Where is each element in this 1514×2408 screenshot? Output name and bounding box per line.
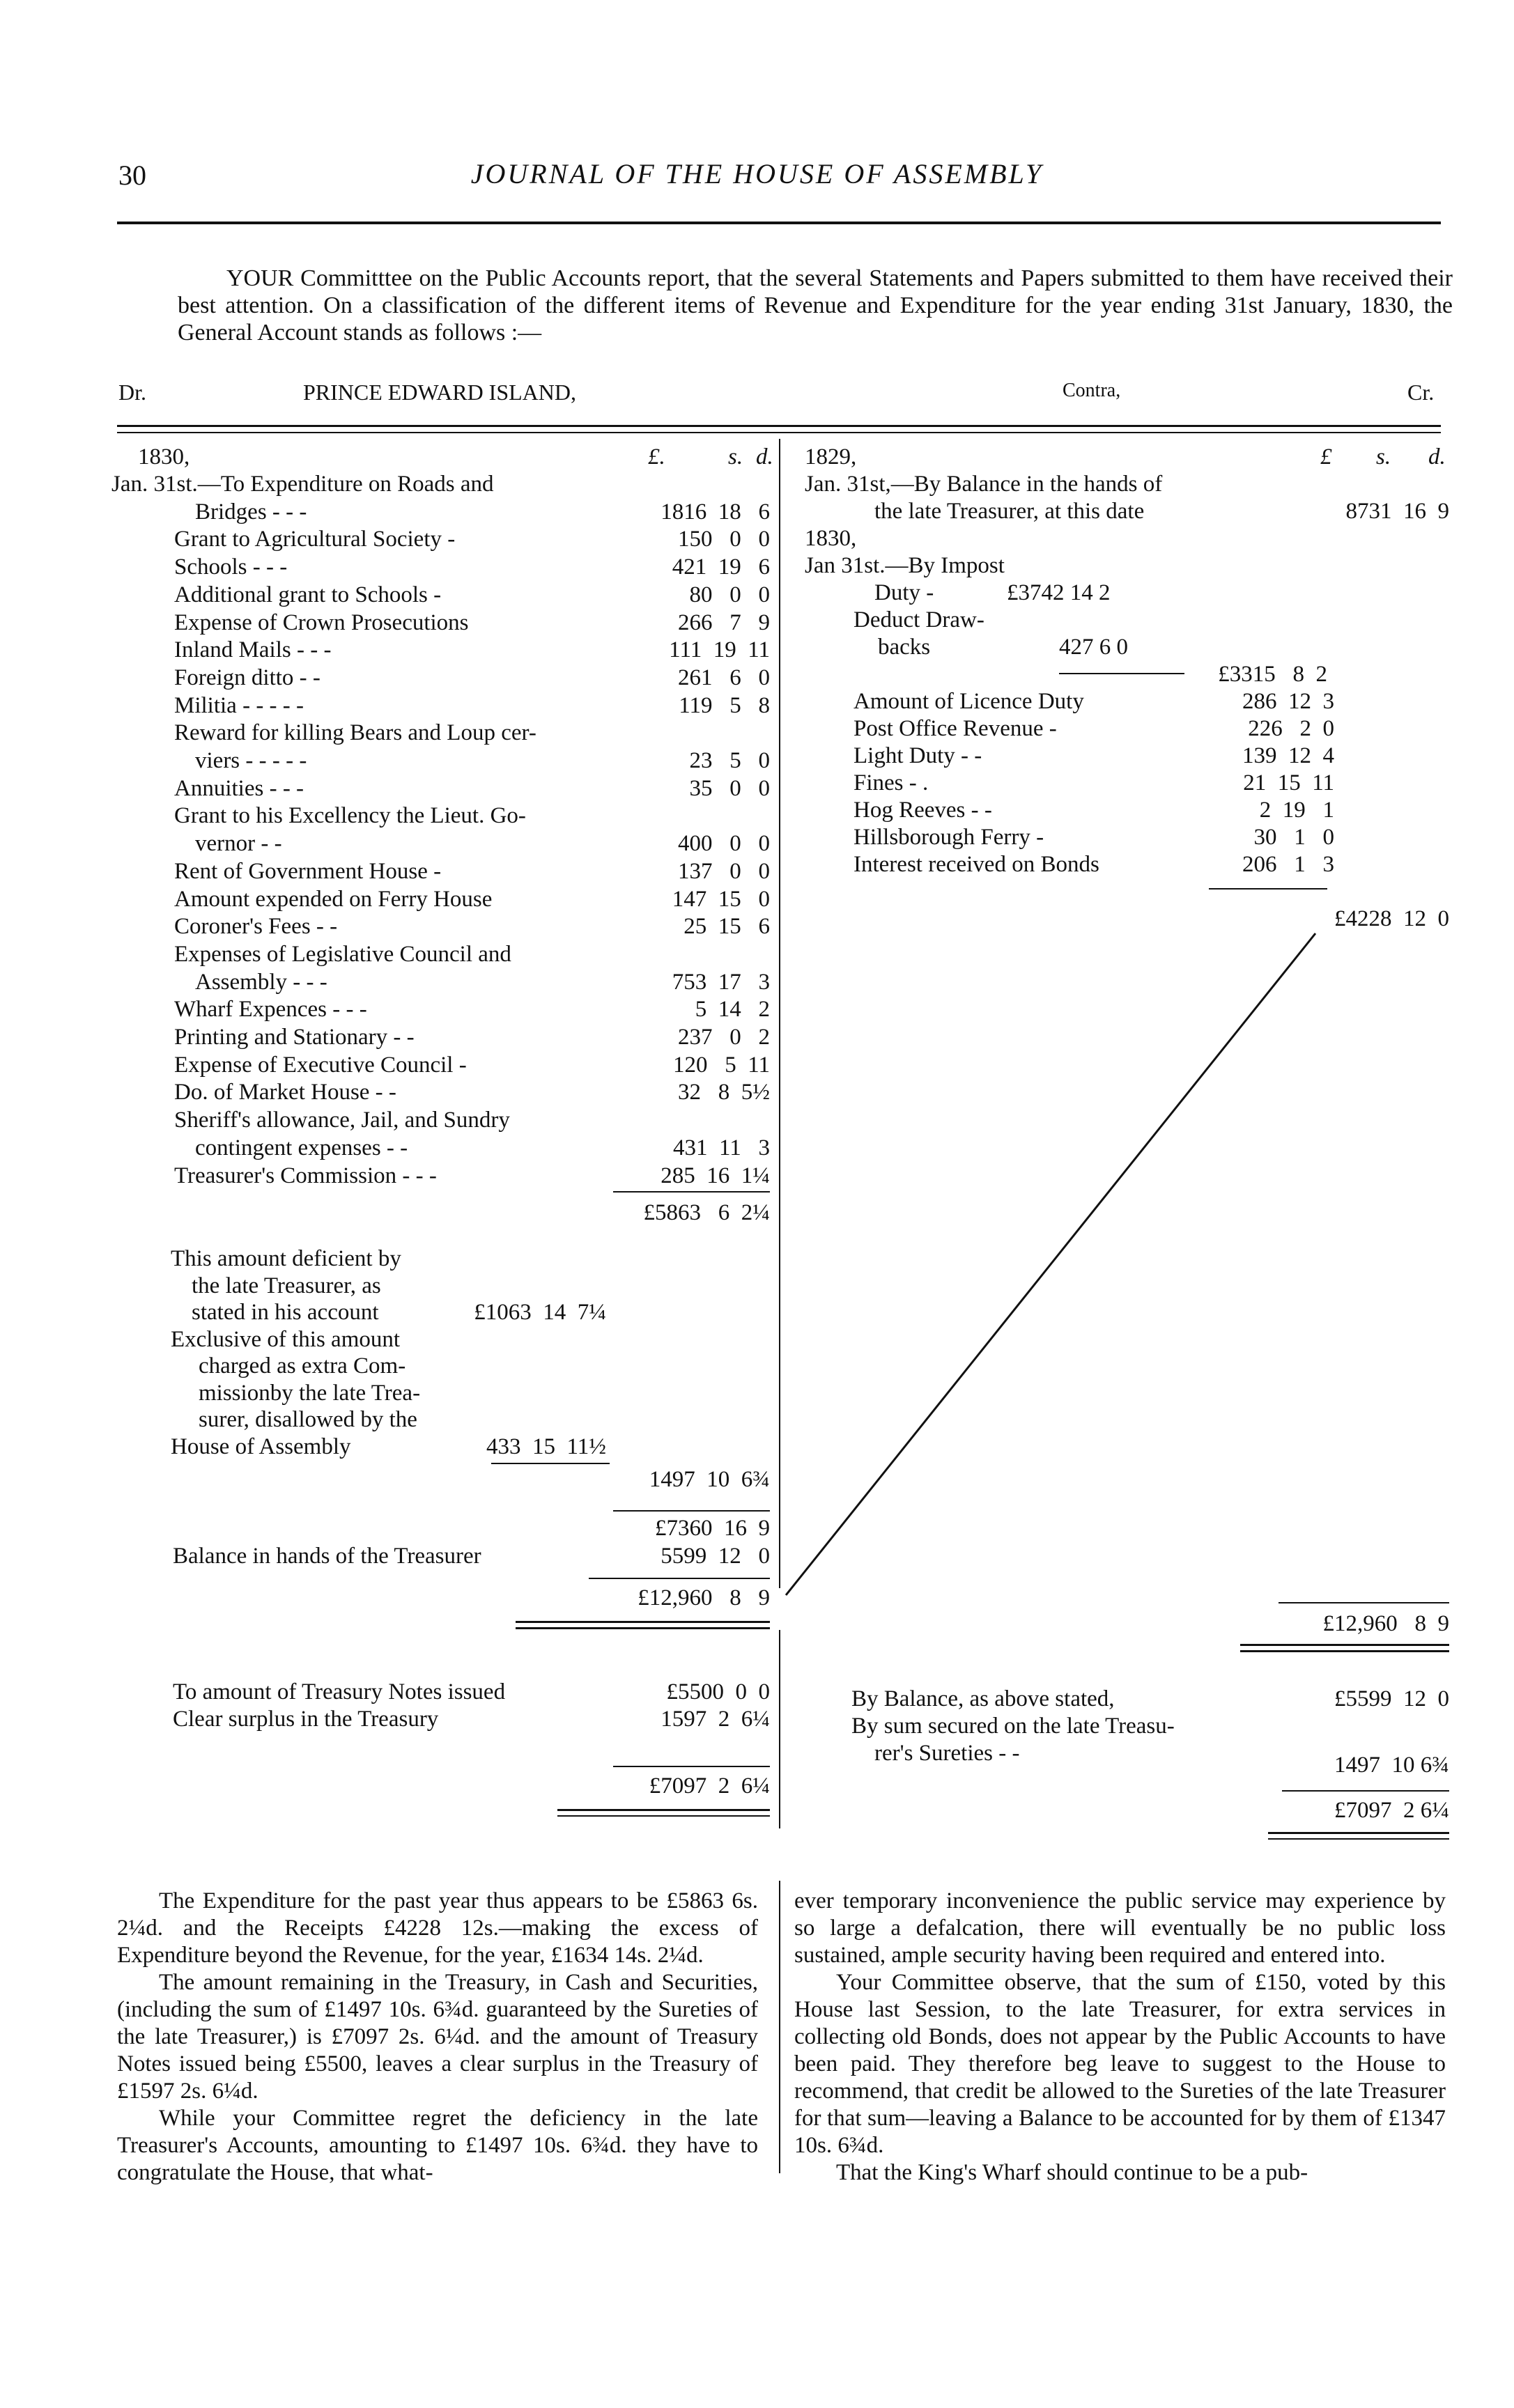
debit-row-amount: 1816 18 6 [661,499,770,525]
debit-row-amount: 261 6 0 [678,665,770,690]
backs-label: backs [878,635,931,660]
credit-row-amount: 21 15 11 [1243,770,1334,795]
debit-row-label: viers - - - - - [195,748,307,773]
debit-row-amount: 150 0 0 [678,527,770,552]
debit-row-label: Bridges - - - [195,499,307,525]
debit-row-label: Expense of Crown Prosecutions [174,609,469,635]
credit-grand-rule [1279,1602,1449,1603]
credit-row-amount: 2 19 1 [1259,798,1334,823]
surplus-amount: 1597 2 6¼ [661,1707,770,1732]
debit-row-amount: 400 0 0 [678,831,770,857]
cancel-diagonal-line [779,926,1350,1602]
impost-rule [1059,673,1184,674]
credit-balance-amount: 8731 16 9 [1345,499,1449,524]
credit-col-d: d. [1428,444,1446,469]
notes-label: To amount of Treasury Notes issued [173,1679,506,1704]
debit-row-amount: 80 0 0 [689,582,770,607]
deficient-total: 1497 10 6¾ [649,1467,770,1492]
debit-row-label: Additional grant to Schools - [174,582,442,607]
deduct-label: Deduct Draw- [853,607,984,632]
page-number: 30 [118,160,146,191]
debit-row-label: Reward for killing Bears and Loup cer- [174,720,536,746]
debit-row-amount: 23 5 0 [689,748,770,773]
debit-row-label: Schools - - - [174,554,288,580]
debit-row-label: Assembly - - - [195,969,327,995]
duty-amount: £3742 14 2 [1007,580,1111,605]
debit-row-label: Foreign ditto - - [174,665,320,690]
credit-row-label: Interest received on Bonds [853,852,1099,877]
debit-row-amount: 5 14 2 [695,997,770,1023]
credit-row-label: Fines - . [853,770,929,795]
running-total: £7360 16 9 [655,1516,770,1541]
debit-row-amount: 35 0 0 [689,775,770,801]
debit-row-label: Treasurer's Commission - - - [174,1163,437,1188]
header-rule [117,222,1441,224]
debit-row-label: Printing and Stationary - - [174,1025,415,1050]
balance-label: Balance in hands of the Treasurer [173,1544,481,1569]
ledger-cr: Cr. [1407,380,1435,405]
credit-row-amount: 139 12 4 [1242,743,1334,768]
debit-row-amount: 120 5 11 [672,1052,770,1078]
body-column-divider [779,1881,780,2173]
credit-final-rule-1 [1268,1832,1449,1834]
ledger-lower-divider [779,1630,780,1828]
debit-double-rule-2 [516,1627,770,1629]
credit-final-rule-2 [1268,1838,1449,1840]
debit-final-rule-2 [557,1815,770,1817]
debit-row-label: Coroner's Fees - - [174,914,338,940]
credit-double-rule-2 [1240,1650,1449,1652]
debit-final-rule-top [613,1766,770,1767]
debit-col-d: d. [756,444,773,469]
by-balance-amount: £5599 12 0 [1334,1686,1449,1711]
by-balance-label: By Balance, as above stated, [851,1686,1115,1711]
ledger-title: PRINCE EDWARD ISLAND, [303,380,576,405]
debit-row-label: Amount expended on Ferry House [174,886,493,912]
debit-subtotal: £5863 6 2¼ [643,1200,770,1225]
debit-row-amount: 266 7 9 [678,609,770,635]
body-left-column: The Expenditure for the past year thus appears to be £5863 6s. 2¼d. and the Receipts £4228 12s.—making the excess of Expenditure beyond the Revenue, for the year, £1634 14s. 2¼d. The amount remaining in the Treasury, in Cash and Securities, (including the sum of £1497 10s. 6¾d. guaranteed by the Sureties of the late Treasurer,) is £7097 2s. 6¼d. and the amount of Treasury Notes issued being £5500, leaves a clear surplus in the Treasury of £1597 2s. 6¼d. While your Committee regret the deficiency in the late Treasurer's Accounts, amounting to £1497 10s. 6¾d. they have to congratulate the House, that what- [117,1888,758,2185]
credit-balance-line2: the late Treasurer, at this date [874,499,1145,524]
intro-paragraph: YOUR Committtee on the Public Accounts report, that the several Statements and Papers submitted to them have received their best attention. On a classification of the different items of Revenue and Expenditure for the year ending 31st January, 1830, the General Account stands as follows :— [178,265,1453,345]
credit-col-pound: £ [1320,444,1332,469]
debit-row-label: Wharf Expences - - - [174,997,367,1023]
debit-row-amount: 285 16 1¼ [661,1163,770,1188]
debit-row-label: contingent expenses - - [195,1135,408,1160]
deficient-amount: £1063 14 7¼ [474,1300,606,1325]
duty-label: Duty - [874,580,934,605]
credit-final-rule-top [1282,1790,1449,1792]
sureties-line1: By sum secured on the late Treasu- [851,1714,1175,1739]
debit-double-rule-1 [516,1621,770,1623]
running-title: JOURNAL OF THE HOUSE OF ASSEMBLY [470,158,1044,189]
credit-year-1829: 1829, [805,444,857,469]
debit-row-label: Jan. 31st.—To Expenditure on Roads and [111,472,494,497]
backs-amount: 427 6 0 [1059,635,1128,660]
credit-balance-line1: Jan. 31st,—By Balance in the hands of [805,472,1163,497]
debit-subtotal-rule [613,1191,770,1193]
credit-year-1830: 1830, [805,526,857,551]
debit-row-amount: 111 19 11 [669,637,770,663]
debit-row-label: Grant to Agricultural Society - [174,527,456,552]
revenue-total: £4228 12 0 [1334,906,1449,931]
disallowed-amount: 433 15 11½ [486,1434,606,1459]
debit-row-amount: 119 5 8 [679,692,770,718]
debit-row-amount: 137 0 0 [678,858,770,884]
body-right-column: ever temporary inconvenience the public service may experience by so large a defalcation, there will eventually be no public loss sustained, ample security having been required and entered into. Your Committee observe, that the sum of £150, voted by this House last Session, to the late Treasurer, for extra services in collecting old Bonds, does not appear by the Public Accounts to have been paid. They therefore beg leave to suggest to the House to recommend, that credit be allowed to the Sureties of the late Treasurer for that sum—leaving a Balance to be accounted for by them of £1347 10s. 6¾d. That the King's Wharf should continue to be a pub- [794,1888,1446,2185]
debit-final-rule-1 [557,1809,770,1811]
credit-double-rule-1 [1240,1644,1449,1646]
debit-row-label: Expense of Executive Council - [174,1052,467,1078]
deficient-rule [491,1463,610,1464]
debit-final-total: £7097 2 6¼ [649,1773,770,1799]
credit-row-label: Post Office Revenue - [853,716,1057,741]
debit-row-label: vernor - - [195,831,282,857]
debit-row-label: Inland Mails - - - [174,637,332,663]
credit-row-amount: 226 2 0 [1248,716,1334,741]
debit-row-amount: 421 19 6 [672,554,770,580]
surplus-label: Clear surplus in the Treasury [173,1707,439,1732]
debit-row-label: Grant to his Excellency the Lieut. Go- [174,803,526,829]
debit-row-amount: 237 0 2 [678,1025,770,1050]
balance-amount: 5599 12 0 [661,1544,770,1569]
running-total-rule [613,1510,770,1512]
impost-line: Jan 31st.—By Impost [805,553,1005,578]
revenue-rule [1209,888,1327,890]
ledger-top-rule [117,425,1441,427]
net-impost: £3315 8 2 [1218,662,1327,687]
grand-total-rule [589,1578,770,1579]
debit-row-amount: 431 11 3 [672,1135,770,1160]
debit-col-pound: £. [648,444,665,469]
debit-row-label: Militia - - - - - [174,692,304,718]
sureties-line2: rer's Sureties - - [874,1741,1020,1766]
ledger-contra: Contra, [1063,380,1121,401]
credit-col-s: s. [1376,444,1391,469]
debit-year: 1830, [138,444,190,469]
debit-row-amount: 147 15 0 [672,886,770,912]
credit-row-label: Amount of Licence Duty [853,689,1084,714]
ledger-top-rule-2 [117,432,1441,433]
sureties-amount: 1497 10 6¾ [1334,1753,1449,1778]
notes-amount: £5500 0 0 [666,1679,770,1704]
debit-row-label: Annuities - - - [174,775,304,801]
debit-row-amount: 32 8 5½ [678,1080,770,1105]
credit-row-amount: 30 1 0 [1253,825,1334,850]
credit-row-amount: 206 1 3 [1242,852,1334,877]
ledger-dr: Dr. [118,380,146,405]
debit-row-amount: 25 15 6 [683,914,770,940]
debit-row-amount: 753 17 3 [672,969,770,995]
debit-row-label: Rent of Government House - [174,858,442,884]
deficient-note: This amount deficient by the late Treasurer, as stated in his account Exclusive of this amount charged as extra Com- missionby the late Trea- surer, disallowed by the House of Assembly [171,1246,421,1459]
credit-row-label: Light Duty - - [853,743,982,768]
debit-row-label: Do. of Market House - - [174,1080,396,1105]
credit-row-label: Hillsborough Ferry - [853,825,1044,850]
debit-grand-total: £12,960 8 9 [638,1585,770,1610]
debit-row-label: Expenses of Legislative Council and [174,941,511,967]
credit-grand-total: £12,960 8 9 [1322,1611,1449,1636]
credit-row-amount: 286 12 3 [1242,689,1334,714]
credit-row-label: Hog Reeves - - [853,798,992,823]
debit-row-label: Sheriff's allowance, Jail, and Sundry [174,1108,510,1133]
credit-final-total: £7097 2 6¼ [1334,1798,1449,1823]
debit-col-s: s. [728,444,743,469]
